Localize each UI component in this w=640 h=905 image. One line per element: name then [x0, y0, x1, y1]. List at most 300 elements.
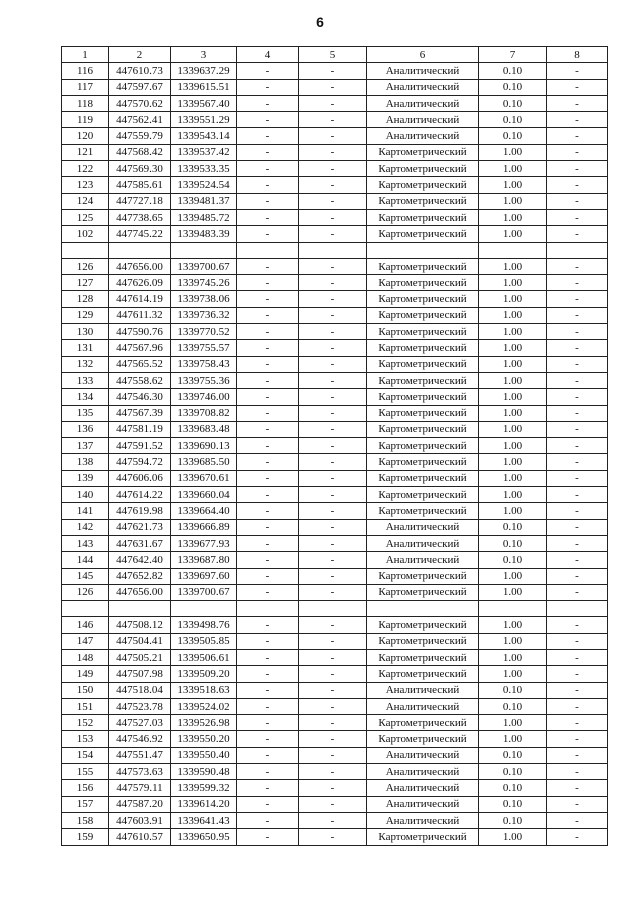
table-cell: 120	[62, 128, 109, 144]
table-row	[62, 226, 608, 242]
table-cell: Аналитический	[367, 764, 479, 780]
table-cell	[109, 601, 171, 617]
table-cell: -	[299, 764, 367, 780]
table-cell: -	[299, 649, 367, 665]
table-cell: 1339650.95	[171, 829, 237, 845]
table-cell: -	[547, 438, 608, 454]
table-cell: -	[299, 112, 367, 128]
table-cell: 1339708.82	[171, 405, 237, 421]
table-cell: -	[299, 177, 367, 193]
table-cell: -	[299, 209, 367, 225]
table-cell: 1339666.89	[171, 519, 237, 535]
table-cell: -	[547, 633, 608, 649]
table-cell: 131	[62, 340, 109, 356]
table-cell: Картометрический	[367, 209, 479, 225]
table-cell: -	[299, 144, 367, 160]
table-cell: 447507.98	[109, 666, 171, 682]
table-cell: -	[299, 617, 367, 633]
table-cell: 1339533.35	[171, 161, 237, 177]
table-cell: 1.00	[479, 470, 547, 486]
table-cell: 1.00	[479, 633, 547, 649]
table-cell: Картометрический	[367, 421, 479, 437]
table-cell: -	[299, 226, 367, 242]
table-row	[62, 470, 608, 486]
table-cell: 1.00	[479, 209, 547, 225]
table-cell: -	[237, 63, 299, 79]
table-cell: 447546.92	[109, 731, 171, 747]
table-cell: 447619.98	[109, 503, 171, 519]
table-cell: 447621.73	[109, 519, 171, 535]
table-cell: 1.00	[479, 193, 547, 209]
table-cell: -	[299, 372, 367, 388]
table-cell: Картометрический	[367, 666, 479, 682]
table-cell: 157	[62, 796, 109, 812]
table-row	[62, 731, 608, 747]
table-cell: 123	[62, 177, 109, 193]
table-cell: -	[299, 633, 367, 649]
table-cell: 141	[62, 503, 109, 519]
table-cell	[479, 601, 547, 617]
table-cell: -	[547, 470, 608, 486]
table-cell: -	[299, 95, 367, 111]
table-cell: Аналитический	[367, 79, 479, 95]
page-number: 6	[316, 14, 324, 30]
table-row	[62, 829, 608, 845]
table-cell: 447505.21	[109, 649, 171, 665]
table-cell: 1.00	[479, 340, 547, 356]
table-cell: -	[237, 649, 299, 665]
table-cell: 0.10	[479, 535, 547, 551]
table-cell: 1.00	[479, 617, 547, 633]
table-cell: 130	[62, 324, 109, 340]
column-header: 7	[479, 47, 547, 63]
table-cell: -	[237, 340, 299, 356]
table-row	[62, 764, 608, 780]
table-cell: 1339745.26	[171, 275, 237, 291]
table-cell: 1339670.61	[171, 470, 237, 486]
table-row	[62, 682, 608, 698]
table-cell: 447614.19	[109, 291, 171, 307]
table-cell: 447610.57	[109, 829, 171, 845]
table-cell: 1.00	[479, 307, 547, 323]
table-cell: -	[299, 291, 367, 307]
table-cell: 0.10	[479, 128, 547, 144]
table-cell: -	[237, 682, 299, 698]
table-cell: 447591.52	[109, 438, 171, 454]
table-cell: 1339685.50	[171, 454, 237, 470]
table-cell: 0.10	[479, 780, 547, 796]
table-cell: 1.00	[479, 389, 547, 405]
table-cell: 1.00	[479, 731, 547, 747]
table-cell: -	[547, 698, 608, 714]
table-cell: -	[299, 829, 367, 845]
table-cell: 447567.96	[109, 340, 171, 356]
table-cell: Картометрический	[367, 487, 479, 503]
table-cell: -	[237, 356, 299, 372]
table-cell: -	[299, 487, 367, 503]
table-cell: -	[237, 731, 299, 747]
table-cell: Картометрический	[367, 454, 479, 470]
table-row	[62, 617, 608, 633]
table-cell: 138	[62, 454, 109, 470]
table-cell: -	[547, 796, 608, 812]
table-cell: 1339599.32	[171, 780, 237, 796]
table-cell: Аналитический	[367, 552, 479, 568]
table-cell: Аналитический	[367, 63, 479, 79]
table-row	[62, 242, 608, 258]
table-cell: 126	[62, 258, 109, 274]
table-cell: 447559.79	[109, 128, 171, 144]
table-cell: -	[299, 275, 367, 291]
table-row	[62, 128, 608, 144]
table-cell: 1339700.67	[171, 584, 237, 600]
table-cell: 118	[62, 95, 109, 111]
table-cell: Картометрический	[367, 307, 479, 323]
table-cell	[171, 601, 237, 617]
table-cell: 0.10	[479, 95, 547, 111]
table-cell: -	[299, 780, 367, 796]
table-cell: -	[237, 324, 299, 340]
table-cell: -	[547, 519, 608, 535]
table-cell: -	[237, 372, 299, 388]
table-row	[62, 584, 608, 600]
table-cell: 1.00	[479, 275, 547, 291]
table-row	[62, 258, 608, 274]
table-cell: -	[547, 812, 608, 828]
table-cell: Картометрический	[367, 226, 479, 242]
table-cell: -	[237, 389, 299, 405]
table-cell: 1.00	[479, 715, 547, 731]
table-cell: 0.10	[479, 698, 547, 714]
table-cell: -	[299, 568, 367, 584]
table-cell: 0.10	[479, 764, 547, 780]
table-cell: -	[299, 796, 367, 812]
table-cell: -	[299, 503, 367, 519]
table-body	[62, 63, 608, 845]
table-cell: 116	[62, 63, 109, 79]
table-cell: Картометрический	[367, 161, 479, 177]
table-cell: -	[547, 584, 608, 600]
table-cell: -	[299, 470, 367, 486]
table-cell: Аналитический	[367, 95, 479, 111]
table-cell: 139	[62, 470, 109, 486]
table-cell: -	[299, 584, 367, 600]
table-row	[62, 601, 608, 617]
table-cell: 127	[62, 275, 109, 291]
table-cell: 1339481.37	[171, 193, 237, 209]
table-cell: -	[547, 275, 608, 291]
table-cell: 1339637.29	[171, 63, 237, 79]
table-cell: 447656.00	[109, 584, 171, 600]
table-cell: 150	[62, 682, 109, 698]
table-cell: -	[547, 747, 608, 763]
table-cell: 129	[62, 307, 109, 323]
table-cell: Аналитический	[367, 796, 479, 812]
table-cell: Аналитический	[367, 112, 479, 128]
table-cell: 1339683.48	[171, 421, 237, 437]
table-cell: 144	[62, 552, 109, 568]
table-cell: 1339518.63	[171, 682, 237, 698]
table-cell: Картометрический	[367, 177, 479, 193]
table-cell: 447626.09	[109, 275, 171, 291]
table-cell: Картометрический	[367, 275, 479, 291]
table-cell: -	[237, 747, 299, 763]
table-cell: Картометрический	[367, 617, 479, 633]
table-cell: 1.00	[479, 666, 547, 682]
table-cell: 1339550.20	[171, 731, 237, 747]
table-cell: -	[299, 682, 367, 698]
table-row	[62, 715, 608, 731]
column-header: 3	[171, 47, 237, 63]
table-cell: 156	[62, 780, 109, 796]
table-cell: 155	[62, 764, 109, 780]
table-cell: Аналитический	[367, 698, 479, 714]
table-cell: -	[547, 682, 608, 698]
table-row	[62, 747, 608, 763]
table-cell: Картометрический	[367, 503, 479, 519]
table-cell: 447573.63	[109, 764, 171, 780]
table-cell: 447610.73	[109, 63, 171, 79]
table-cell	[367, 601, 479, 617]
table-row	[62, 649, 608, 665]
table-cell: 1.00	[479, 291, 547, 307]
table-cell: -	[299, 552, 367, 568]
table-cell: 149	[62, 666, 109, 682]
table-cell: -	[237, 812, 299, 828]
table-cell: 1.00	[479, 405, 547, 421]
table-cell	[547, 242, 608, 258]
table-cell: 447642.40	[109, 552, 171, 568]
table-row	[62, 698, 608, 714]
table-cell: -	[237, 275, 299, 291]
table-cell: Картометрический	[367, 584, 479, 600]
table-cell: -	[547, 405, 608, 421]
table-row	[62, 340, 608, 356]
table-cell: 1.00	[479, 454, 547, 470]
table-cell: -	[299, 193, 367, 209]
table-cell: -	[299, 324, 367, 340]
table-cell: -	[237, 487, 299, 503]
table-cell: Картометрический	[367, 470, 479, 486]
table-cell: 447504.41	[109, 633, 171, 649]
table-cell: 154	[62, 747, 109, 763]
table-cell: -	[237, 503, 299, 519]
table-cell: 119	[62, 112, 109, 128]
table-row	[62, 372, 608, 388]
table-cell: Картометрический	[367, 568, 479, 584]
table-cell: 1339687.80	[171, 552, 237, 568]
table-cell: Картометрический	[367, 438, 479, 454]
table-cell	[367, 242, 479, 258]
table-row	[62, 144, 608, 160]
table-cell: 447597.67	[109, 79, 171, 95]
table-cell: 447611.32	[109, 307, 171, 323]
table-cell: -	[299, 715, 367, 731]
table-row	[62, 487, 608, 503]
table-cell: 148	[62, 649, 109, 665]
table-cell: 447558.62	[109, 372, 171, 388]
table-row	[62, 454, 608, 470]
table-cell: -	[237, 405, 299, 421]
table-cell: -	[237, 95, 299, 111]
table-row	[62, 421, 608, 437]
table-cell: -	[547, 258, 608, 274]
table-cell: -	[299, 340, 367, 356]
table-cell: Картометрический	[367, 649, 479, 665]
table-cell: -	[237, 568, 299, 584]
table-cell: Аналитический	[367, 747, 479, 763]
table-cell: 1.00	[479, 584, 547, 600]
table-cell: -	[237, 764, 299, 780]
table-cell: -	[299, 666, 367, 682]
table-cell: 1339758.43	[171, 356, 237, 372]
table-cell: 1339700.67	[171, 258, 237, 274]
table-cell: 1.00	[479, 177, 547, 193]
table-cell: 133	[62, 372, 109, 388]
table-cell: -	[547, 193, 608, 209]
table-cell: 1339770.52	[171, 324, 237, 340]
table-cell: Картометрический	[367, 731, 479, 747]
table-cell	[171, 242, 237, 258]
table-cell: Картометрический	[367, 258, 479, 274]
table-cell: 1339526.98	[171, 715, 237, 731]
table-row	[62, 812, 608, 828]
table-cell: -	[299, 79, 367, 95]
table-cell: -	[237, 519, 299, 535]
table-cell: -	[237, 715, 299, 731]
table-cell: -	[299, 438, 367, 454]
table-cell: -	[237, 666, 299, 682]
table-cell: -	[547, 209, 608, 225]
table-cell: 447568.42	[109, 144, 171, 160]
table-row	[62, 666, 608, 682]
table-cell: 137	[62, 438, 109, 454]
table-cell: -	[237, 438, 299, 454]
table-cell: -	[547, 79, 608, 95]
table-cell: 159	[62, 829, 109, 845]
table-row	[62, 307, 608, 323]
table-cell: 125	[62, 209, 109, 225]
table-cell: 447569.30	[109, 161, 171, 177]
table-row	[62, 389, 608, 405]
table-row	[62, 568, 608, 584]
table-cell: 447527.03	[109, 715, 171, 731]
table-cell: -	[547, 780, 608, 796]
table-cell: 0.10	[479, 63, 547, 79]
table-row	[62, 503, 608, 519]
table-cell: -	[299, 812, 367, 828]
table-cell: -	[547, 177, 608, 193]
table-cell	[299, 242, 367, 258]
table-cell: 1339498.76	[171, 617, 237, 633]
table-cell: -	[299, 535, 367, 551]
table-cell: -	[237, 112, 299, 128]
table-cell: 0.10	[479, 682, 547, 698]
table-cell: 1339664.40	[171, 503, 237, 519]
table-cell: -	[547, 666, 608, 682]
table-cell: -	[547, 128, 608, 144]
table-cell: -	[547, 63, 608, 79]
table-cell: -	[299, 731, 367, 747]
table-cell: -	[237, 193, 299, 209]
table-cell: -	[547, 617, 608, 633]
table-cell: -	[299, 389, 367, 405]
table-cell: 117	[62, 79, 109, 95]
table-cell: -	[299, 698, 367, 714]
table-cell: -	[547, 95, 608, 111]
table-row	[62, 780, 608, 796]
table-cell: -	[237, 226, 299, 242]
table-cell: 0.10	[479, 79, 547, 95]
table-cell: -	[547, 324, 608, 340]
table-cell: 447587.20	[109, 796, 171, 812]
table-cell: Картометрический	[367, 340, 479, 356]
table-cell: 0.10	[479, 812, 547, 828]
table-cell: 132	[62, 356, 109, 372]
table-cell: 102	[62, 226, 109, 242]
table-cell: 1339677.93	[171, 535, 237, 551]
table-cell: Картометрический	[367, 291, 479, 307]
table-cell: -	[237, 633, 299, 649]
table-cell	[237, 601, 299, 617]
table-cell: 447567.39	[109, 405, 171, 421]
table-cell: 1339543.14	[171, 128, 237, 144]
table-row	[62, 79, 608, 95]
table-cell: Картометрический	[367, 829, 479, 845]
column-header: 1	[62, 47, 109, 63]
table-cell: -	[299, 128, 367, 144]
table-cell: 0.10	[479, 112, 547, 128]
table-cell: 447570.62	[109, 95, 171, 111]
table-cell: 447581.19	[109, 421, 171, 437]
table-cell: -	[547, 307, 608, 323]
table-cell: 447603.91	[109, 812, 171, 828]
table-cell: Картометрический	[367, 372, 479, 388]
table-cell: -	[299, 747, 367, 763]
table-row	[62, 63, 608, 79]
table-cell: 121	[62, 144, 109, 160]
table-cell: 1339738.06	[171, 291, 237, 307]
table-cell: 1339485.72	[171, 209, 237, 225]
table-cell: 447585.61	[109, 177, 171, 193]
table-cell: 1.00	[479, 829, 547, 845]
table-row	[62, 356, 608, 372]
table-cell: 0.10	[479, 519, 547, 535]
column-header: 8	[547, 47, 608, 63]
table-header-row	[62, 47, 608, 63]
table-cell: -	[299, 161, 367, 177]
table-cell: 447565.52	[109, 356, 171, 372]
table-cell: 128	[62, 291, 109, 307]
table-cell: 1.00	[479, 324, 547, 340]
table-cell: -	[237, 291, 299, 307]
table-row	[62, 177, 608, 193]
table-cell: 1339736.32	[171, 307, 237, 323]
table-cell: Аналитический	[367, 128, 479, 144]
table-row	[62, 438, 608, 454]
table-row	[62, 552, 608, 568]
table-cell: -	[299, 421, 367, 437]
table-cell: 447606.06	[109, 470, 171, 486]
table-cell: -	[547, 389, 608, 405]
table-cell: 447727.18	[109, 193, 171, 209]
table-cell: 1339550.40	[171, 747, 237, 763]
table-cell: Картометрический	[367, 356, 479, 372]
table-cell: -	[547, 421, 608, 437]
table-cell: 1.00	[479, 438, 547, 454]
table-row	[62, 291, 608, 307]
table-row	[62, 275, 608, 291]
